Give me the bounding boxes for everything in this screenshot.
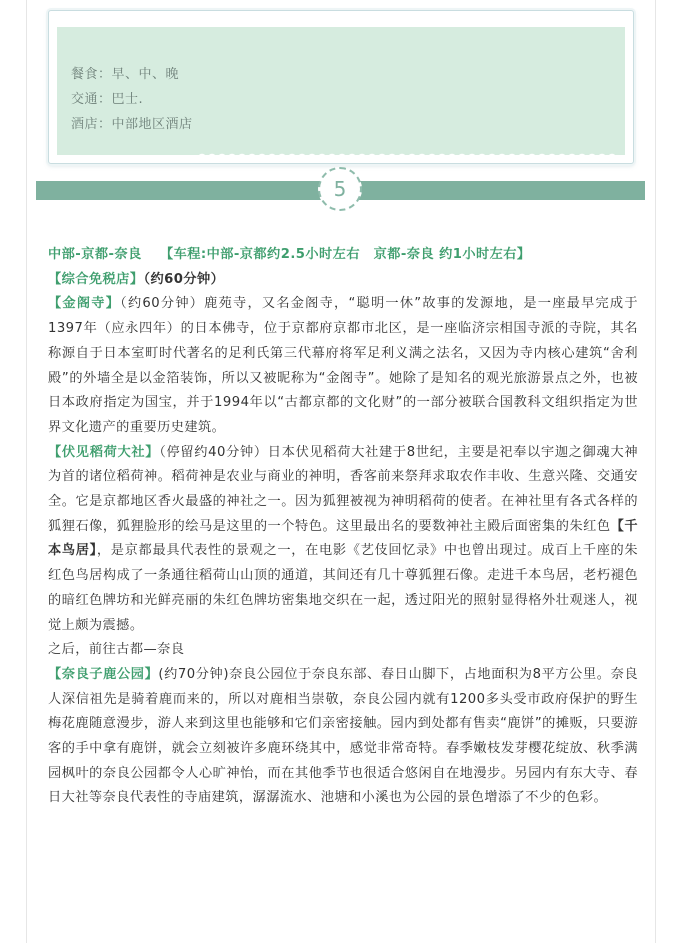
info-card-body xyxy=(57,27,625,155)
kinkakuji-description: （约60分钟）鹿苑寺，又名金阁寺，“聪明一休”故事的发源地，是一座最早完成于1397年（应永四年）的日本佛寺，位于京都府京都市北区，是一座临济宗相国寺派的寺院，其名称源自于日本室町时代著名的足利氏第三代幕府将军足利义满之法名，又因为寺内核心建筑“舍利殿”的外墙全是以金箔装饰，所以又被昵称为“金阁寺”。她除了是知名的观光旅游景点之外，也被日本政府指定为国宝，并于1994年以“古都京都的文化财”的一部分被联合国教科文组织指定为世界文化遗产的重要历史建筑。 xyxy=(48,296,638,435)
nara-description: (约70分钟)奈良公园位于奈良东部、春日山脚下，占地面积为8平方公里。奈良人深信祖先是骑着鹿而来的，所以对鹿相当崇敬，奈良公园内就有1200多头受市政府保护的野生梅花鹿随意漫步，游人来到这里也能够和它们亲密接触。园内到处都有售卖“鹿饼”的摊贩，只要游客的手中拿有鹿饼，就会立刻被许多鹿环绕其中，感觉非常奇特。春季嫩枝发芽樱花绽放、秋季满园枫叶的奈良公园都令人心旷神怡，而在其他季节也很适合悠闲自在地漫步。另园内有东大寺、春日大社等奈良代表性的寺庙建筑，潺潺流水、池塘和小溪也为公园的景色增添了不少的色彩。 xyxy=(48,666,639,806)
route-line xyxy=(48,243,638,268)
route-title: 中部-京都-奈良 xyxy=(48,247,142,262)
day-number-badge: 5 xyxy=(318,167,362,211)
transfer-paragraph xyxy=(48,638,638,663)
right-border-line xyxy=(655,0,656,943)
scallop-decoration xyxy=(197,153,617,163)
fushimi-paragraph xyxy=(48,441,638,639)
nara-paragraph xyxy=(48,663,638,811)
meals-info: 餐食：早、中、晚 xyxy=(71,67,180,82)
left-border-line xyxy=(26,0,27,943)
route-trip-times: 【车程:中部-京都约2.5小时左右 京都-奈良 约1小时左右】 xyxy=(159,247,531,262)
kinkakuji-paragraph xyxy=(48,292,638,440)
hotel-info: 酒店：中部地区酒店 xyxy=(71,117,193,132)
nara-park-name: 【奈良子鹿公园】 xyxy=(48,666,159,682)
kinkakuji-name: 【金阁寺】 xyxy=(48,296,121,312)
dutyfree-time: （约60分钟） xyxy=(143,271,225,287)
fushimi-name: 【伏见稻荷大社】 xyxy=(48,444,160,460)
dutyfree-paragraph xyxy=(48,268,638,293)
senbon-torii-name: 【千本鸟居】 xyxy=(48,518,639,559)
fushimi-description-2: ，是京都最具代表性的景观之一，在电影《艺伎回忆录》中也曾出现过。成百上千座的朱红色鸟居构成了一条通往稻荷山山顶的通道，其间还有几十尊狐狸石像。走进千本鸟居，老朽褪色的暗红色牌坊和光鲜亮丽的朱红色牌坊密集地交织在一起，透过阳光的照射显得格外壮观迷人，视觉上颇为震撼。 xyxy=(48,543,638,633)
itinerary-content xyxy=(48,243,638,811)
itinerary-info-card xyxy=(48,10,634,164)
transport-info: 交通：巴士. xyxy=(71,92,144,107)
dutyfree-name: 【综合免税店】 xyxy=(48,271,144,287)
transfer-text: 之后，前往古都—奈良 xyxy=(48,642,185,658)
fushimi-description-1: （停留约40分钟）日本伏见稻荷大社建于8世纪，主要是祀奉以宇迦之御魂大神为首的诸位稻荷神。稻荷神是农业与商业的神明，香客前来祭拜求取农作丰收、生意兴隆、交通安全。它是京都地区香火最盛的神社之一。因为狐狸被视为神明稻荷的使者。在神社里有各式各样的狐狸石像，狐狸脸形的绘马是这里的一个特色。这里最出名的要数神社主殿后面密集的朱红色 xyxy=(48,444,638,534)
